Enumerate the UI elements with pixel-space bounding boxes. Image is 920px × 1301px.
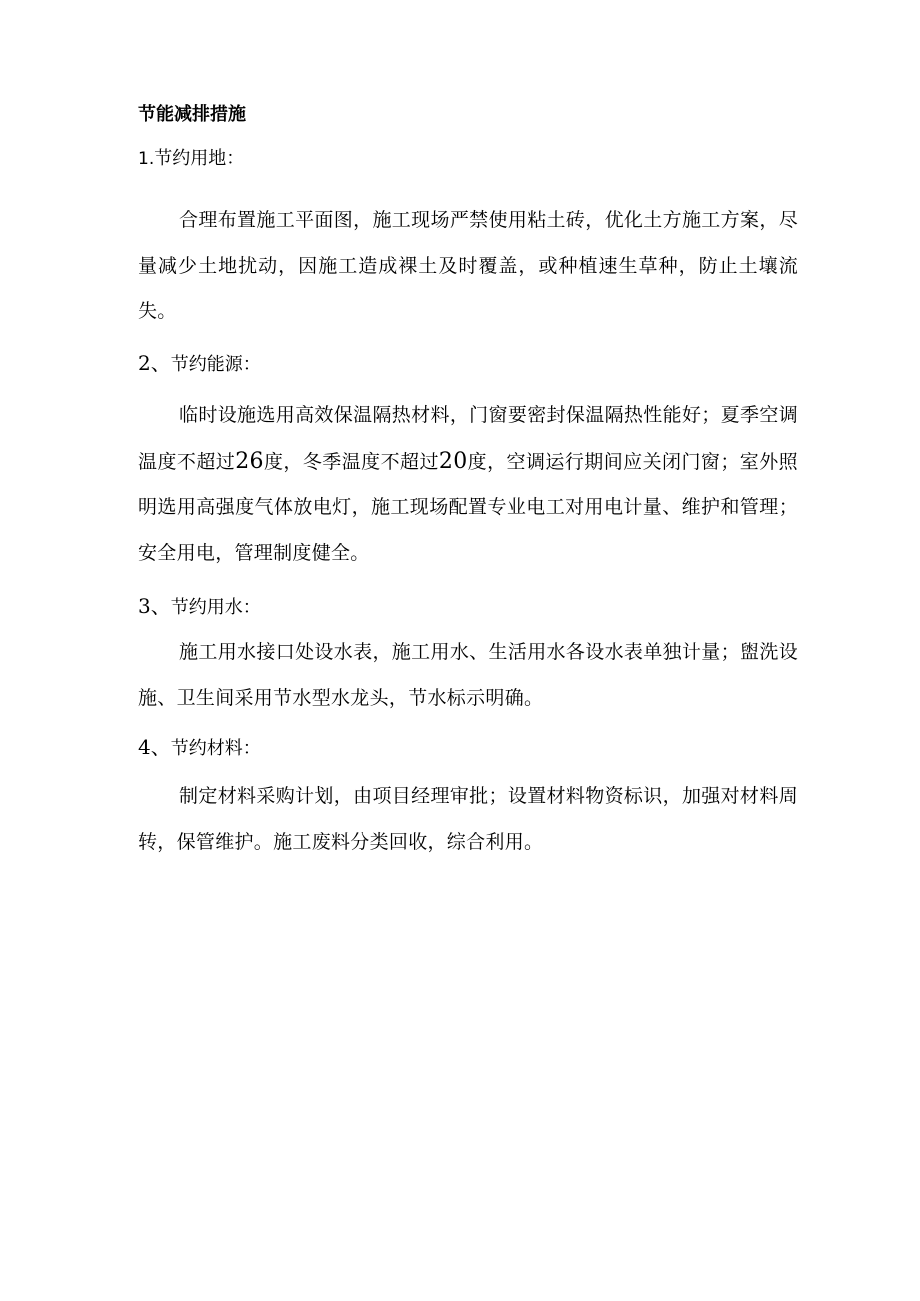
section-3-body: 施工用水接口处设水表，施工用水、生活用水各设水表单独计量；盥洗设施、卫生间采用节水型水龙头，节水标示明确。 [138, 641, 798, 709]
section-1-heading-text: 节约用地： [154, 148, 245, 169]
section-3-number: 3、 [138, 594, 171, 618]
section-2-body-part-1: 临时设施选用高效保温隔热材料，门窗要密封保温隔热性能好；夏季空调温度不超过 [138, 404, 798, 473]
document-title: 节能减排措施 [138, 104, 246, 125]
section-3-heading [138, 593, 261, 621]
section-2-number: 2、 [138, 351, 171, 375]
section-4-heading-text: 节约材料： [170, 738, 261, 759]
winter-temperature-value: 20 [438, 448, 468, 474]
section-4-number: 4、 [138, 735, 171, 759]
section-4-heading [138, 734, 261, 762]
section-2-body [138, 393, 798, 576]
section-2-body-part-3: 度，空调运行期间应关闭门窗；室外照明选用高强度气体放电灯，施工现场配置专业电工对用电计量、维护和管理；安全用电，管理制度健全。 [138, 450, 798, 564]
section-4-body: 制定材料采购计划，由项目经理审批；设置材料物资标识，加强对材料周转，保管维护。施工废料分类回收，综合利用。 [138, 785, 798, 853]
section-1-body: 合理布置施工平面图，施工现场严禁使用粘土砖，优化土方施工方案，尽量减少土地扰动，因施工造成裸土及时覆盖，或种植速生草种，防止土壤流失。 [138, 209, 798, 323]
section-1-number: 1. [138, 149, 155, 169]
section-1-heading [138, 146, 244, 172]
section-2-heading-text: 节约能源： [170, 354, 261, 375]
summer-temperature-value: 26 [235, 448, 264, 474]
section-2-heading [138, 350, 261, 378]
section-2-body-part-2: 度，冬季温度不超过 [263, 450, 439, 473]
section-3-heading-text: 节约用水： [170, 597, 261, 618]
